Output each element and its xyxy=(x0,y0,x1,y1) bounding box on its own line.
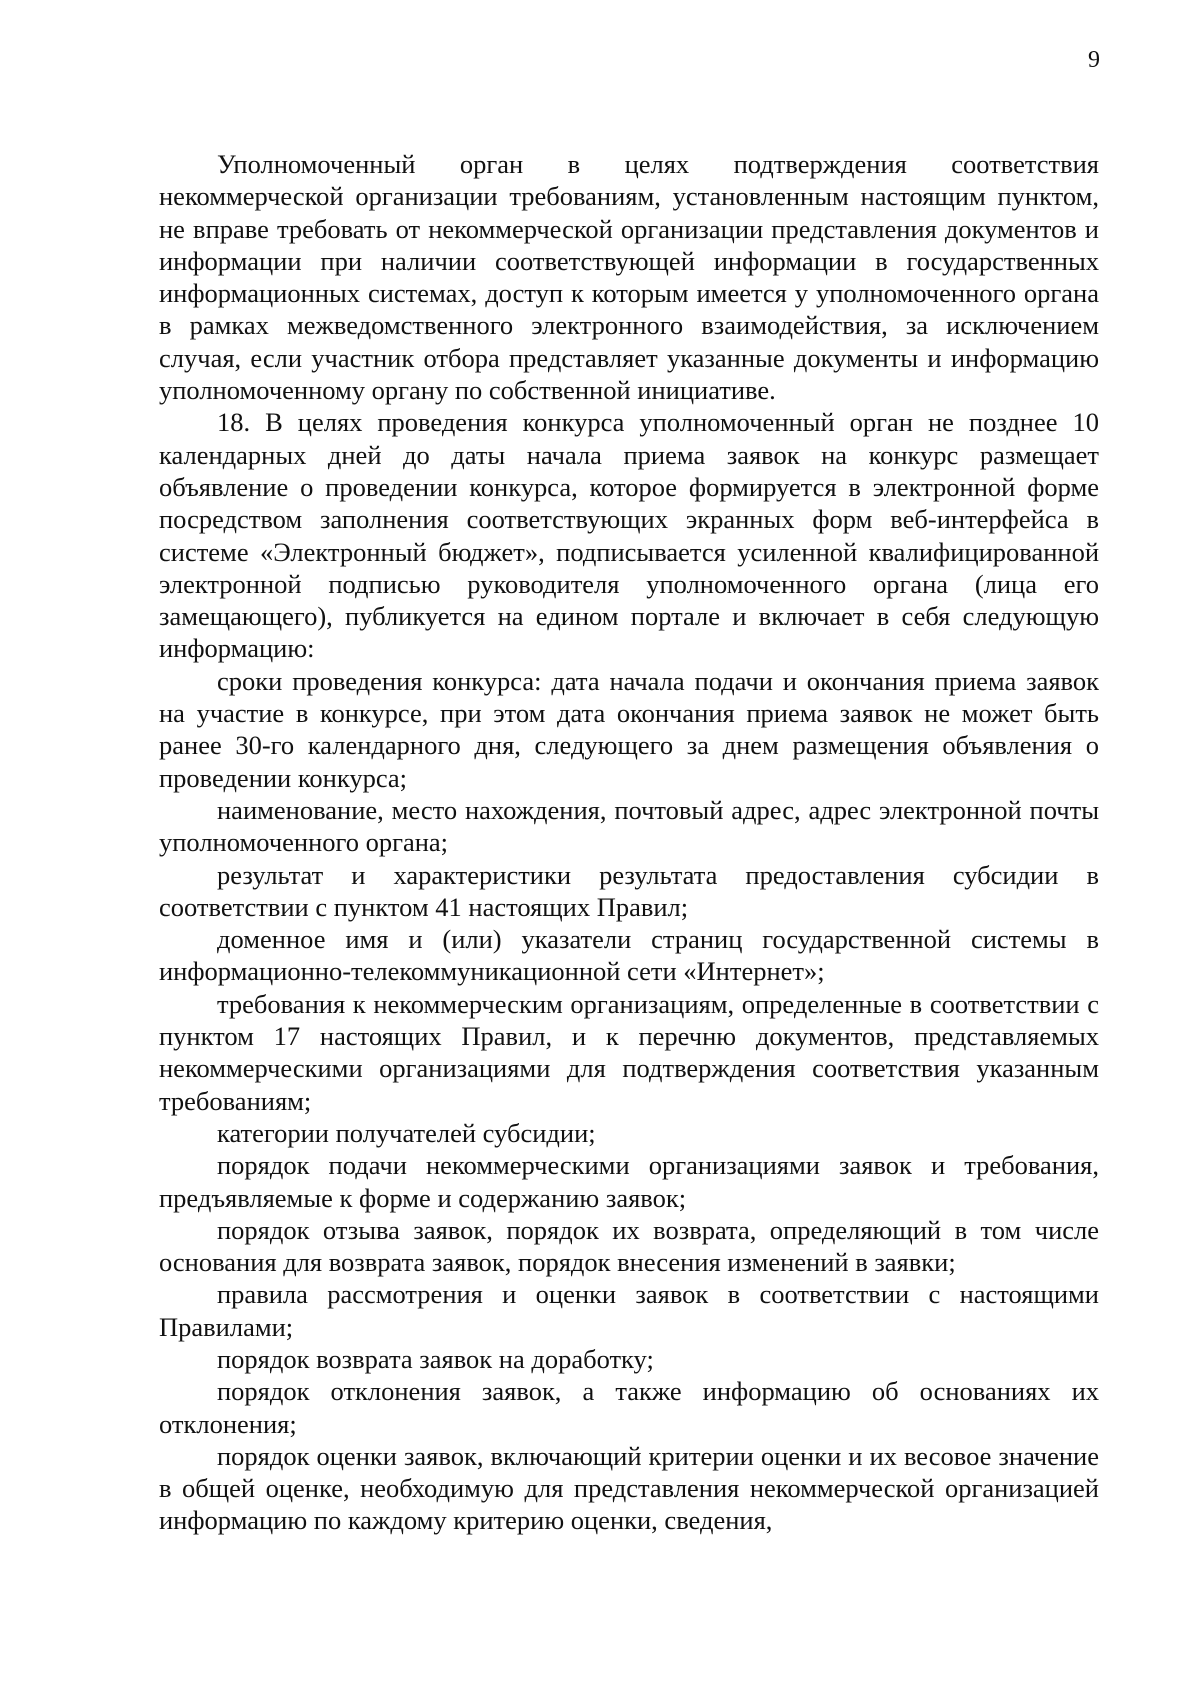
paragraph-2: 18. В целях проведения конкурса уполномоченный орган не позднее 10 календарных дней до даты начала приема заявок на конкурс размещает объявление о проведении конкурса, которое формируется в электронной форме посредством заполнения соответствующих экранных форм веб-интерфейса в системе «Электронный бюджет», подписывается усиленной квалифицированной электронной подписью руководителя уполномоченного органа (лица его замещающего), публикуется на едином портале и включает в себя следующую информацию: xyxy=(159,407,1099,664)
paragraph-4: наименование, место нахождения, почтовый адрес, адрес электронной почты уполномоченного органа; xyxy=(159,794,1099,858)
document-body xyxy=(159,148,1099,1537)
paragraph-13: порядок отклонения заявок, а также информацию об основаниях их отклонения; xyxy=(159,1376,1099,1439)
page-number: 9 xyxy=(1088,47,1100,73)
paragraph-9: порядок подачи некоммерческими организациями заявок и требования, предъявляемые к форме и содержанию заявок; xyxy=(159,1150,1099,1213)
paragraph-6: доменное имя и (или) указатели страниц государственной системы в информационно-телекоммуникационной сети «Интернет»; xyxy=(159,924,1099,987)
paragraph-10: порядок отзыва заявок, порядок их возврата, определяющий в том числе основания для возврата заявок, порядок внесения изменений в заявки; xyxy=(159,1214,1099,1278)
paragraph-5: результат и характеристики результата предоставления субсидии в соответствии с пунктом 41 настоящих Правил; xyxy=(159,859,1099,922)
paragraph-14: порядок оценки заявок, включающий критерии оценки и их весовое значение в общей оценке, необходимую для представления некоммерческой организацией информацию по каждому критерию оценки, сведения, xyxy=(159,1440,1099,1536)
paragraph-11: правила рассмотрения и оценки заявок в соответствии с настоящими Правилами; xyxy=(159,1279,1099,1342)
paragraph-12: порядок возврата заявок на доработку; xyxy=(217,1343,654,1374)
paragraph-8: категории получателей субсидии; xyxy=(217,1117,596,1148)
paragraph-3: сроки проведения конкурса: дата начала подачи и окончания приема заявок на участие в конкурсе, при этом дата окончания приема заявок не может быть ранее 30-го календарного дня, следующего за днем размещения объявления о проведении конкурса; xyxy=(159,665,1099,793)
paragraph-1: Уполномоченный орган в целях подтверждения соответствия некоммерческой организации требованиям, установленным настоящим пунктом, не вправе требовать от некоммерческой организации представления документов и информации при наличии соответствующей информации в государственных информационных системах, доступ к которым имеется у уполномоченного органа в рамках межведомственного электронного взаимодействия, за исключением случая, если участник отбора представляет указанные документы и информацию уполномоченному органу по собственной инициативе. xyxy=(159,149,1099,406)
paragraph-7: требования к некоммерческим организациям, определенные в соответствии с пунктом 17 настоящих Правил, и к перечню документов, представляемых некоммерческими организациями для подтверждения соответствия указанным требованиям; xyxy=(159,988,1099,1116)
